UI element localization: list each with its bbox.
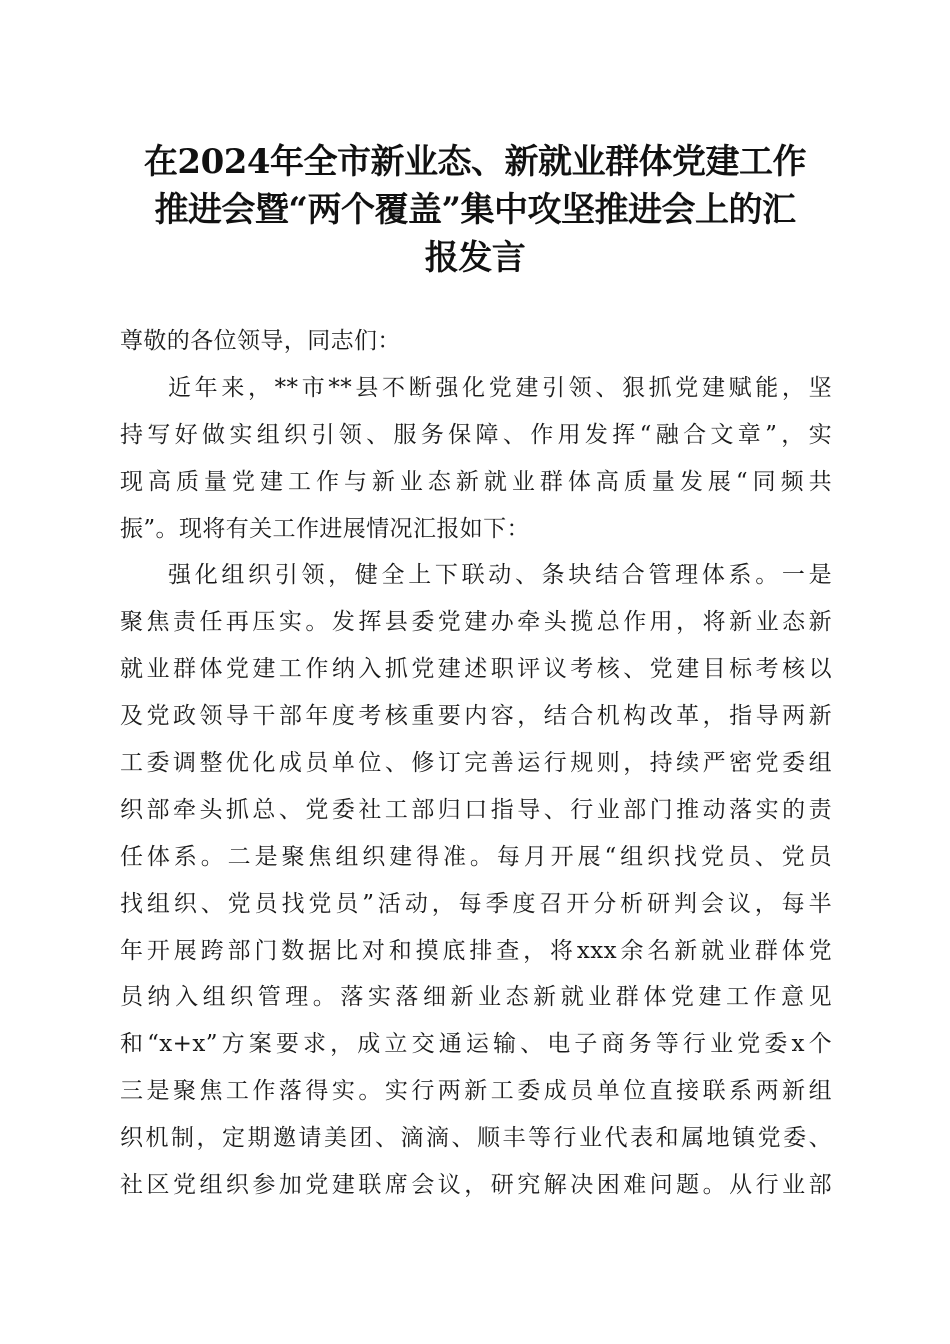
title-line-2: 推进会暨“两个覆盖”集中攻坚推进会上的汇 [154,190,796,230]
body-line: 找组织、党员找党员”活动，每季度召开分析研判会议，每半 [120,890,832,917]
body-line: 三是聚焦工作落得实。实行两新工委成员单位直接联系两新组 [120,1078,832,1105]
body-line: 织部牵头抓总、党委社工部归口指导、行业部门推动落实的责 [120,796,832,823]
body-line: 现高质量党建工作与新业态新就业群体高质量发展“同频共 [120,468,832,495]
body-line: 近年来，**市**县不断强化党建引领、狠抓党建赋能，坚 [168,374,832,401]
body-line: 及党政领导干部年度考核重要内容，结合机构改革，指导两新 [120,703,832,730]
body-line: 任体系。二是聚焦组织建得准。每月开展“组织找党员、党员 [120,843,832,870]
body-line: 员纳入组织管理。落实落细新业态新就业群体党建工作意见 [120,984,832,1011]
body-line: 就业群体党建工作纳入抓党建述职评议考核、党建目标考核以 [120,656,832,683]
body-line: 持写好做实组织引领、服务保障、作用发挥“融合文章”，实 [120,421,832,448]
document-body [120,318,832,1209]
salutation: 尊敬的各位领导，同志们： [120,328,401,354]
body-line: 年开展跨部门数据比对和摸底排查，将xxx余名新就业群体党 [120,937,832,964]
title-line-3: 报发言 [424,238,526,278]
title-line-1: 在2024年全市新业态、新就业群体党建工作 [143,142,807,182]
body-line: 强化组织引领，健全上下联动、条块结合管理体系。一是 [168,562,832,589]
body-line: 振”。现将有关工作进展情况汇报如下： [120,515,530,542]
body-line: 聚焦责任再压实。发挥县委党建办牵头揽总作用，将新业态新 [120,609,832,636]
body-line: 社区党组织参加党建联席会议，研究解决困难问题。从行业部 [120,1172,832,1199]
body-line: 织机制，定期邀请美团、滴滴、顺丰等行业代表和属地镇党委、 [120,1125,832,1152]
body-line: 工委调整优化成员单位、修订完善运行规则，持续严密党委组 [120,750,832,777]
document-title [118,138,832,282]
body-line: 和“x+x”方案要求，成立交通运输、电子商务等行业党委x个 [120,1031,832,1058]
